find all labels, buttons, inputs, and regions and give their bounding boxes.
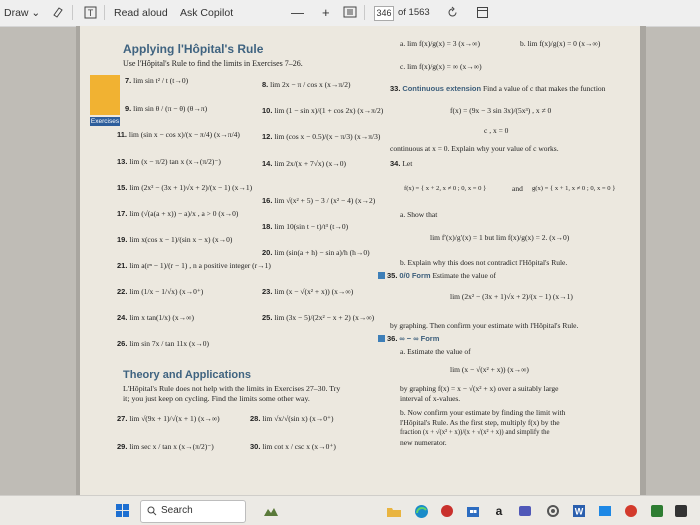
exercise-34: 34. Let (390, 159, 413, 168)
text-box-icon[interactable] (82, 4, 98, 20)
pdf-icon[interactable] (622, 502, 640, 520)
exercise-33-piece-1: f(x) = (9x − 3 sin 3x)/(5x³) , x ≠ 0 (450, 106, 552, 115)
exercises-badge-icon (90, 75, 120, 115)
exercise-33: 33. Continuous extension Find a value of c that makes the function (390, 84, 606, 93)
exercise-36-part-b-line-3: fraction (x + √(x² + x))/(x + √(x² + x)) and simplify the (400, 429, 550, 436)
exercise-33-piece-2: c , x = 0 (484, 126, 509, 135)
exercise-36-part-a: a. Estimate the value of (400, 347, 471, 356)
exercise-13: 13. lim (x − π/2) tan x (x→(π/2)⁻) (117, 157, 221, 166)
toolbar (0, 0, 700, 27)
toolbar-divider (364, 5, 365, 20)
exercise-26: 26. lim sin 7x / tan 11x (x→0) (117, 339, 210, 348)
app-icon-blue[interactable] (596, 502, 614, 520)
square-icon (378, 335, 385, 342)
exercise-23: 23. lim (x − √(x² + x)) (x→∞) (262, 287, 354, 296)
section-title: Applying l'Hôpital's Rule (123, 42, 264, 56)
exercise-12: 12. lim (cos x − 0.5)/(x − π/3) (x→π/3) (262, 132, 381, 141)
search-icon (147, 506, 157, 516)
page-number-input[interactable]: 346 (374, 6, 394, 21)
exercise-7: 7. lim sin t² / t (t→0) (125, 76, 189, 85)
exercise-34-part-a: a. Show that (400, 210, 438, 219)
app-icon-dark[interactable] (672, 502, 690, 520)
theory-intro-line-1: L'Hôpital's Rule does not help with the limits in Exercises 27–30. Try (123, 384, 341, 393)
media-icon[interactable] (648, 502, 666, 520)
theory-title: Theory and Applications (123, 369, 251, 381)
exercise-10: 10. lim (1 − sin x)/(1 + cos 2x) (x→π/2) (262, 106, 384, 115)
exercise-34-and: and (512, 184, 523, 193)
pdf-page (80, 26, 640, 495)
search-label: Search (161, 505, 193, 516)
exercise-19: 19. lim x(cos x − 1)/(sin x − x) (x→0) (117, 235, 233, 244)
exercise-36-graph-line-2: interval of x-values. (400, 394, 461, 403)
exercise-8: 8. lim 2x − π / cos x (x→π/2) (262, 80, 351, 89)
exercise-35: 35. 0/0 Form Estimate the value of (378, 271, 496, 280)
amazon-icon[interactable] (490, 502, 508, 520)
exercise-20: 20. lim (sin(a + h) − sin a)/h (h→0) (262, 248, 370, 257)
exercise-27: 27. lim √(9x + 1)/√(x + 1) (x→∞) (117, 414, 220, 423)
read-aloud-button[interactable]: Read aloud (114, 7, 168, 19)
settings-icon[interactable] (544, 502, 562, 520)
exercise-29: 29. lim sec x / tan x (x→(π/2)⁻) (117, 442, 214, 451)
exercise-36-limit: lim (x − √(x² + x)) (x→∞) (450, 365, 529, 374)
taskbar (0, 495, 700, 525)
rotate-icon[interactable] (444, 4, 460, 20)
file-explorer-icon[interactable] (385, 502, 403, 520)
windows-start-icon[interactable] (116, 504, 130, 523)
exercise-30: 30. lim cot x / csc x (x→0⁺) (250, 442, 336, 451)
app-icon-red[interactable] (438, 502, 456, 520)
zoom-in-button[interactable]: + (322, 5, 330, 20)
exercises-badge-label: Exercises (90, 118, 120, 125)
widgets-icon[interactable] (262, 502, 280, 520)
exercise-35-graphing: by graphing. Then confirm your estimate with l'Hôpital's Rule. (390, 321, 579, 330)
exercise-28: 28. lim √x/√(sin x) (x→0⁺) (250, 414, 334, 423)
limit-part-a: a. lim f(x)/g(x) = 3 (x→∞) (400, 39, 480, 48)
square-icon (378, 272, 385, 279)
exercise-36-part-b-line-2: l'Hôpital's Rule. As the first step, multiply f(x) by the (400, 418, 560, 427)
exercise-14: 14. lim 2x/(x + 7√x) (x→0) (262, 159, 346, 168)
exercise-18: 18. lim 10(sin t − t)/t³ (t→0) (262, 222, 349, 231)
exercise-34-f-definition: f(x) = { x + 2, x ≠ 0 ; 0, x = 0 } (404, 185, 487, 192)
toolbar-divider (72, 5, 73, 20)
exercise-35-limit: lim (2x² − (3x + 1)√x + 2)/(x − 1) (x→1) (450, 292, 573, 301)
taskbar-search-box[interactable] (140, 500, 246, 523)
instructions: Use l'Hôpital's Rule to find the limits in Exercises 7–26. (123, 59, 303, 68)
exercise-36-graph-line-1: by graphing f(x) = x − √(x² + x) over a suitably large (400, 384, 559, 393)
limit-part-b: b. lim f(x)/g(x) = 0 (x→∞) (520, 39, 601, 48)
page-shadow-right (640, 26, 646, 495)
store-icon[interactable] (464, 502, 482, 520)
fit-page-icon[interactable] (342, 4, 358, 20)
eraser-icon[interactable] (50, 4, 66, 20)
toolbar-divider (104, 5, 105, 20)
svg-text:a: a (495, 504, 503, 518)
exercise-36-part-b-line-4: new numerator. (400, 438, 447, 447)
exercise-25: 25. lim (3x − 5)/(2x² − x + 2) (x→∞) (262, 313, 375, 322)
draw-label: Draw (4, 7, 29, 19)
page-total: of 1563 (398, 7, 430, 18)
teams-icon[interactable] (516, 502, 534, 520)
exercise-33-continuation: continuous at x = 0. Explain why your value of c works. (390, 144, 559, 153)
exercise-15: 15. lim (2x² − (3x + 1)√x + 2)/(x − 1) (x→1) (117, 183, 253, 192)
left-column (90, 26, 384, 495)
exercise-34-limits: lim f′(x)/g′(x) = 1 but lim f(x)/g(x) = 2. (x→0) (430, 233, 570, 242)
ask-copilot-button[interactable]: Ask Copilot (180, 7, 234, 19)
exercise-17: 17. lim (√(a(a + x)) − a)/x , a > 0 (x→0) (117, 209, 239, 218)
limit-part-c: c. lim f(x)/g(x) = ∞ (x→∞) (400, 62, 482, 71)
page-view-icon[interactable] (474, 4, 490, 20)
exercise-34-part-b: b. Explain why this does not contradict l'Hôpital's Rule. (400, 258, 568, 267)
zoom-out-button[interactable]: — (291, 5, 304, 20)
edge-icon[interactable] (412, 502, 430, 520)
exercise-9: 9. lim sin θ / (π − θ) (θ→π) (125, 104, 208, 113)
svg-text:W: W (574, 506, 584, 517)
exercise-24: 24. lim x tan(1/x) (x→∞) (117, 313, 195, 322)
exercise-21: 21. lim a(rⁿ − 1)/(r − 1) , n a positive integer (r→1) (117, 261, 271, 270)
draw-button[interactable]: Draw ⌄ (4, 7, 41, 19)
exercise-36-part-b-line-1: b. Now confirm your estimate by finding the limit with (400, 408, 566, 417)
exercise-36: 36. ∞ − ∞ Form (378, 334, 439, 343)
svg-text:T: T (87, 7, 93, 18)
word-icon[interactable] (570, 502, 588, 520)
exercise-34-g-definition: g(x) = { x + 1, x ≠ 0 ; 0, x = 0 } (532, 185, 616, 192)
exercise-11: 11. lim (sin x − cos x)/(x − π/4) (x→π/4) (117, 130, 240, 139)
exercise-16: 16. lim √(x² + 5) − 3 / (x² − 4) (x→2) (262, 196, 376, 205)
right-column (387, 26, 640, 495)
theory-intro-line-2: it; you just keep on cycling. Find the limits some other way. (123, 394, 310, 403)
exercise-22: 22. lim (1/x − 1/√x) (x→0⁺) (117, 287, 204, 296)
